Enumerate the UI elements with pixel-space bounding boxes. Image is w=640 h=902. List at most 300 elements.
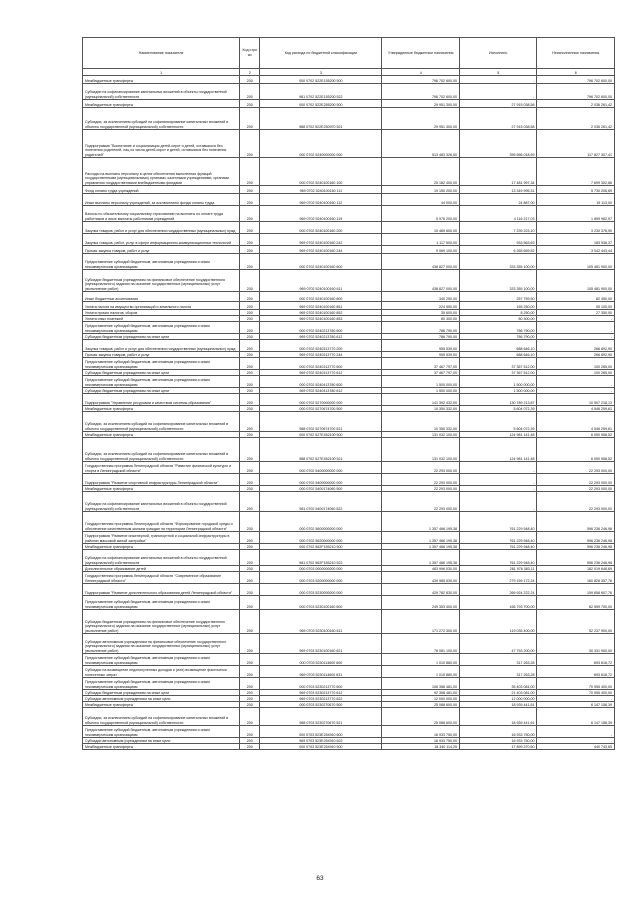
table-row <box>83 678 615 690</box>
table-row <box>83 584 615 596</box>
indicator-name-cell: Субсидии на возмещение недополученных доходов и (или) возмещение фактически понесенных затрат <box>83 666 240 678</box>
indicator-name-cell: Межбюджетные трансферты <box>83 100 240 108</box>
approved-amount-cell: 1 500 000,00 <box>382 376 460 388</box>
line-code-cell: 200 <box>240 302 260 310</box>
approved-amount-cell: 22 293 000,00 <box>382 486 460 492</box>
executed-amount-cell: 317 263,28 <box>459 654 537 666</box>
table-row <box>83 666 615 678</box>
approved-amount-cell: 25 088 600,00 <box>382 702 460 708</box>
column-number: 1 <box>83 69 240 76</box>
executed-amount-cell: - <box>459 76 537 84</box>
indicator-name-cell: Субсидии бюджетным учреждениям на финансовое обеспечение государственного (муниципального) задания на оказание государственных (муниципальных) услуг (выполнение работ) <box>83 270 240 292</box>
unexecuted-amount-cell: - <box>537 726 615 738</box>
executed-amount-cell: 166 793 700,00 <box>459 596 537 610</box>
unexecuted-amount-cell: 596 236 246,98 <box>537 550 615 566</box>
line-code-cell: 200 <box>240 322 260 334</box>
budget-code-cell: 000 0702 5240313770 200 <box>260 340 382 352</box>
executed-amount-cell: 16 933 750,00 <box>459 726 537 738</box>
table-row <box>83 270 615 292</box>
indicator-name-cell: Уплата прочих налогов, сборов <box>83 310 240 316</box>
indicator-name-cell: Уплата налога на имущество организаций и земельного налога <box>83 302 240 310</box>
executed-amount-cell: 5 604 072,39 <box>459 406 537 412</box>
approved-amount-cell: 1 357 466 195,38 <box>382 550 460 566</box>
budget-code-cell: 000 0703 523Е254910 600 <box>260 726 382 738</box>
line-code-cell: 200 <box>240 388 260 394</box>
header-executed: Исполнено <box>459 38 537 69</box>
executed-amount-cell: 688 646,10 <box>459 352 537 358</box>
unexecuted-amount-cell: 22 293 000,00 <box>537 492 615 512</box>
executed-amount-cell: 269 924 222,24 <box>459 584 537 596</box>
unexecuted-amount-cell: 30 331 900,00 <box>537 634 615 654</box>
budget-code-cell: 000 0702 5600000000 000 <box>260 512 382 532</box>
indicator-name-cell: Государственная программа Ленинградской области "Развитие физической культуры и спорта в Ленинградской области" <box>83 462 240 474</box>
unexecuted-amount-cell: 796 702 600,00 <box>537 84 615 100</box>
table-row <box>83 340 615 352</box>
unexecuted-amount-cell: 4 546 259,61 <box>537 412 615 432</box>
executed-amount-cell: 124 981 141,48 <box>459 432 537 438</box>
indicator-name-cell: Межбюджетные трансферты <box>83 744 240 750</box>
indicator-name-cell: Субсидии на софинансирование капитальных вложений в объекты государственной (муниципальной) собственности <box>83 550 240 566</box>
line-code-cell: 200 <box>240 512 260 532</box>
indicator-name-cell: Субсидии автономным учреждениям на финансовое обеспечение государственного (муниципального) задания на оказание государственных (муниципальных) услуг (выполнение работ) <box>83 634 240 654</box>
budget-code-cell: 969 0702 5240100160 611 <box>260 270 382 292</box>
line-code-cell: 200 <box>240 358 260 370</box>
executed-amount-cell: 35 403 081,00 <box>459 678 537 690</box>
approved-amount-cell: 796 702 600,00 <box>382 84 460 100</box>
line-code-cell: 200 <box>240 726 260 738</box>
indicator-name-cell: Субсидии на софинансирование капитальных вложений в объекты государственной (муниципальной) собственности <box>83 492 240 512</box>
table-row <box>83 532 615 544</box>
approved-amount-cell: 106 358 481,00 <box>382 678 460 690</box>
indicator-name-cell: Субсидии бюджетным учреждениям на финансовое обеспечение государственного (муниципального) задания на оказание государственных (муниципальных) услуг (выполнение работ) <box>83 610 240 634</box>
unexecuted-amount-cell: 22 293 000,00 <box>537 462 615 474</box>
budget-code-cell: 981 0702 5400174060 522 <box>260 492 382 512</box>
unexecuted-amount-cell: 183 936,37 <box>537 234 615 246</box>
unexecuted-amount-cell: 266 892,90 <box>537 352 615 358</box>
table-row <box>83 130 615 158</box>
line-code-cell: 200 <box>240 678 260 690</box>
indicator-name-cell: Межбюджетные трансферты <box>83 702 240 708</box>
line-code-cell: 200 <box>240 76 260 84</box>
executed-amount-cell: 18 939 441,61 <box>459 702 537 708</box>
table-row <box>83 358 615 370</box>
unexecuted-amount-cell: - <box>537 322 615 334</box>
indicator-name-cell: Закупка товаров, работ и услуг для обеспечения государственных (муниципальных) нужд <box>83 340 240 352</box>
unexecuted-amount-cell: 70 955 400,00 <box>537 678 615 690</box>
line-code-cell: 200 <box>240 462 260 474</box>
indicator-name-cell: Предоставление субсидий бюджетным, автономным учреждениям и иным некоммерческим организациям <box>83 596 240 610</box>
line-code-cell: 200 <box>240 738 260 744</box>
column-number: 3 <box>260 69 382 76</box>
indicator-name-cell: Субсидии бюджетным учреждениям на иные цели <box>83 690 240 696</box>
budget-code-cell: 969 0702 5240313770 244 <box>260 352 382 358</box>
executed-amount-cell: 333 355 100,00 <box>459 270 537 292</box>
executed-amount-cell: 7 239 223,10 <box>459 222 537 234</box>
budget-code-cell: 988 0702 5270674700 521 <box>260 412 382 432</box>
indicator-name-cell: Предоставление субсидий бюджетным, автономным учреждениям и иным некоммерческим организациям <box>83 678 240 690</box>
indicator-name-cell: Межбюджетные трансферты <box>83 432 240 438</box>
unexecuted-amount-cell: - <box>537 334 615 340</box>
indicator-name-cell: Субсидии бюджетным учреждениям на иные цели <box>83 370 240 376</box>
budget-code-cell: 000 0702 5240100160 100 <box>260 158 382 186</box>
budget-code-cell: 000 0702 5240100160 800 <box>260 292 382 302</box>
budget-execution-table <box>82 37 615 750</box>
table-row <box>83 234 615 246</box>
approved-amount-cell: 9 069 100,00 <box>382 246 460 254</box>
executed-amount-cell: 761 229 948,40 <box>459 544 537 550</box>
indicator-name-cell: Субсидии на софинансирование капитальных вложений в объекты государственной (муниципальной) собственности <box>83 84 240 100</box>
table-row <box>83 222 615 234</box>
indicator-name-cell: Предоставление субсидий бюджетным, автономным учреждениям и иным некоммерческим организациям <box>83 322 240 334</box>
indicator-name-cell: Предоставление субсидий бюджетным, автономным учреждениям и иным некоммерческим организациям <box>83 376 240 388</box>
indicator-name-cell: Предоставление субсидий бюджетным, автономным учреждениям и иным некоммерческим организациям <box>83 254 240 270</box>
executed-amount-cell: 4 116 217,03 <box>459 206 537 222</box>
unexecuted-amount-cell: 27 350,00 <box>537 310 615 316</box>
indicator-name-cell: Прочая закупка товаров, работ и услуг <box>83 246 240 254</box>
unexecuted-amount-cell: 6 050 958,52 <box>537 432 615 438</box>
header-approved: Утвержденные бюджетные назначения <box>382 38 460 69</box>
indicator-name-cell: Взносы по обязательному социальному страхованию на выплаты по оплате труда работников и иные выплаты работникам учреждений <box>83 206 240 222</box>
approved-amount-cell: 19 150 200,00 <box>382 186 460 194</box>
line-code-cell: 200 <box>240 702 260 708</box>
table-row <box>83 194 615 206</box>
table-row <box>83 708 615 726</box>
unexecuted-amount-cell: 160 826 357,76 <box>537 572 615 584</box>
budget-code-cell: 000 0702 527Е452100 500 <box>260 432 382 438</box>
unexecuted-amount-cell: 6 147 158,39 <box>537 708 615 726</box>
line-code-cell: 200 <box>240 84 260 100</box>
approved-amount-cell: 796 702 600,00 <box>382 76 460 84</box>
indicator-name-cell: Межбюджетные трансферты <box>83 406 240 412</box>
line-code-cell: 200 <box>240 194 260 206</box>
approved-amount-cell: 1 117 500,00 <box>382 234 460 246</box>
budget-code-cell: 000 0703 5230000000 000 <box>260 584 382 596</box>
budget-code-cell: 000 0702 5400000000 000 <box>260 474 382 486</box>
unexecuted-amount-cell: 6 147 158,39 <box>537 702 615 708</box>
line-code-cell: 200 <box>240 550 260 566</box>
executed-amount-cell: 21 403 081,00 <box>459 690 537 696</box>
table-row <box>83 512 615 532</box>
line-code-cell: 200 <box>240 100 260 108</box>
table-row <box>83 492 615 512</box>
unexecuted-amount-cell: 596 236 246,98 <box>537 544 615 550</box>
table-row <box>83 634 615 654</box>
table-row <box>83 322 615 334</box>
unexecuted-amount-cell: 693 616,72 <box>537 666 615 678</box>
indicator-name-cell: Государственная программа Ленинградской области "Современное образование Ленинградской области" <box>83 572 240 584</box>
executed-amount-cell: - <box>459 492 537 512</box>
line-code-cell: 200 <box>240 744 260 750</box>
approved-amount-cell: 438 827 000,00 <box>382 254 460 270</box>
unexecuted-amount-cell: 117 827 307,41 <box>537 130 615 158</box>
budget-code-cell: 988 0702 522Е250970 521 <box>260 108 382 130</box>
approved-amount-cell: 1 500 000,00 <box>382 388 460 394</box>
budget-code-cell: 000 0702 5240413780 600 <box>260 376 382 388</box>
executed-amount-cell: 281 976 383,11 <box>459 566 537 572</box>
table-row <box>83 254 615 270</box>
approved-amount-cell: 439 985 530,00 <box>382 572 460 584</box>
approved-amount-cell: 22 293 000,00 <box>382 462 460 474</box>
unexecuted-amount-cell: 596 236 246,98 <box>537 532 615 544</box>
unexecuted-amount-cell: 796 702 600,00 <box>537 76 615 84</box>
budget-code-cell: 969 0702 5240100160 242 <box>260 234 382 246</box>
budget-code-cell: 969 0702 5240213780 612 <box>260 334 382 340</box>
table-row <box>83 302 615 310</box>
budget-code-cell: 000 0702 522Е255200 500 <box>260 100 382 108</box>
unexecuted-amount-cell: 2 036 261,42 <box>537 100 615 108</box>
unexecuted-amount-cell: 55 100,00 <box>537 302 615 310</box>
unexecuted-amount-cell: 6 050 958,52 <box>537 438 615 462</box>
executed-amount-cell: - <box>459 462 537 474</box>
line-code-cell: 200 <box>240 270 260 292</box>
approved-amount-cell: 1 357 466 195,38 <box>382 512 460 532</box>
indicator-name-cell: Подпрограмма "Развитие спортивной инфраструктуры Ленинградской области" <box>83 474 240 486</box>
unexecuted-amount-cell: 440 743,65 <box>537 744 615 750</box>
budget-code-cell: 969 0703 5230100160 621 <box>260 634 382 654</box>
indicator-name-cell: Подпрограмма "Воспитание и социализация детей-сирот и детей, оставшихся без попечения родителей, лиц из числа детей-сирот и детей, оставшихся без попечения родителей" <box>83 130 240 158</box>
approved-amount-cell: 955 539,00 <box>382 340 460 352</box>
approved-amount-cell: 513 483 326,00 <box>382 130 460 158</box>
executed-amount-cell: 761 229 948,40 <box>459 512 537 532</box>
budget-code-cell: 969 0702 5240100160 112 <box>260 194 382 206</box>
approved-amount-cell: 37 467 797,00 <box>382 358 460 370</box>
executed-amount-cell: 761 229 948,40 <box>459 532 537 544</box>
line-code-cell: 200 <box>240 474 260 486</box>
line-code-cell: 200 <box>240 310 260 316</box>
line-code-cell: 200 <box>240 376 260 388</box>
budget-code-cell: 000 0703 523Е254910 500 <box>260 744 382 750</box>
executed-amount-cell: 27 915 038,58 <box>459 108 537 130</box>
executed-amount-cell: 786 790,00 <box>459 322 537 334</box>
approved-amount-cell: 1 010 880,00 <box>382 666 460 678</box>
unexecuted-amount-cell: 70 955 400,00 <box>537 690 615 696</box>
column-number: 4 <box>382 69 460 76</box>
line-code-cell: 200 <box>240 158 260 186</box>
table-row <box>83 610 615 634</box>
table-row <box>83 462 615 474</box>
line-code-cell: 200 <box>240 246 260 254</box>
unexecuted-amount-cell: 105 481 900,00 <box>537 254 615 270</box>
approved-amount-cell: 29 951 300,00 <box>382 108 460 130</box>
indicator-name-cell: Прочая закупка товаров, работ и услуг <box>83 352 240 358</box>
indicator-name-cell: Подпрограмма "Развитие инженерной, транспортной и социальной инфраструктуры в районах массовой жилой застройки" <box>83 532 240 544</box>
executed-amount-cell: 8 250,00 <box>459 310 537 316</box>
budget-code-cell: 969 0702 5240100160 244 <box>260 246 382 254</box>
approved-amount-cell: 224 550,00 <box>382 302 460 310</box>
approved-amount-cell: 10 469 600,00 <box>382 222 460 234</box>
executed-amount-cell: 279 159 172,24 <box>459 572 537 584</box>
table-header-row <box>83 38 615 69</box>
indicator-name-cell: Субсидии автономным учреждениям на иные цели <box>83 738 240 744</box>
budget-code-cell: 969 0702 5240100160 119 <box>260 206 382 222</box>
line-code-cell: 200 <box>240 610 260 634</box>
unexecuted-amount-cell: 3 042 443,44 <box>537 246 615 254</box>
line-code-cell: 200 <box>240 394 260 406</box>
line-code-cell: 200 <box>240 634 260 654</box>
line-code-cell: 200 <box>240 108 260 130</box>
approved-amount-cell: 10 350 332,00 <box>382 406 460 412</box>
indicator-name-cell: Иные бюджетные ассигнования <box>83 292 240 302</box>
unexecuted-amount-cell: 3 230 376,90 <box>537 222 615 234</box>
budget-code-cell: 969 0702 5240313770 612 <box>260 370 382 376</box>
budget-code-cell: 988 0702 527Е452100 521 <box>260 438 382 462</box>
unexecuted-amount-cell: - <box>537 738 615 744</box>
table-row <box>83 744 615 750</box>
budget-code-cell: 969 0703 5230100160 611 <box>260 610 382 634</box>
executed-amount-cell: 257 759,50 <box>459 292 537 302</box>
table-row <box>83 726 615 738</box>
unexecuted-amount-cell: 7 699 302,66 <box>537 158 615 186</box>
approved-amount-cell: 131 032 100,00 <box>382 432 460 438</box>
budget-code-cell: 000 0703 5230100160 600 <box>260 596 382 610</box>
executed-amount-cell: - <box>459 84 537 100</box>
unexecuted-amount-cell: 105 481 900,00 <box>537 270 615 292</box>
table-row <box>83 158 615 186</box>
table-row <box>83 412 615 432</box>
approved-amount-cell: 249 353 400,00 <box>382 596 460 610</box>
line-code-cell: 200 <box>240 544 260 550</box>
executed-amount-cell: 688 646,10 <box>459 340 537 352</box>
indicator-name-cell: Субсидии, за исключением субсидий на софинансирование капитальных вложений в объекты государственной (муниципальной) собственности <box>83 438 240 462</box>
executed-amount-cell: 1 500 000,00 <box>459 376 537 388</box>
line-code-cell: 200 <box>240 130 260 158</box>
header-indicator-name: Наименование показателя <box>83 38 240 69</box>
budget-code-cell: 000 0702 5400174060 500 <box>260 486 382 492</box>
budget-code-cell: 000 0703 5230213770 600 <box>260 678 382 690</box>
indicator-name-cell: Подпрограмма "Развитие дополнительного образования детей Ленинградской области" <box>83 584 240 596</box>
header-budget-classification-code: Код расхода по бюджетной классификации <box>260 38 382 69</box>
line-code-cell: 200 <box>240 654 260 666</box>
executed-amount-cell: 124 981 141,48 <box>459 438 537 462</box>
line-code-cell: 200 <box>240 486 260 492</box>
line-code-cell: 200 <box>240 370 260 376</box>
indicator-name-cell: Предоставление субсидий бюджетным, автономным учреждениям и иным некоммерческим организациям <box>83 726 240 738</box>
approved-amount-cell: 18 340 114,25 <box>382 744 460 750</box>
budget-code-cell: 969 0702 5240413780 612 <box>260 388 382 394</box>
budget-code-cell: 000 0702 5620000000 000 <box>260 532 382 544</box>
line-code-cell: 200 <box>240 532 260 544</box>
executed-amount-cell: 17 481 997,34 <box>459 158 537 186</box>
indicator-name-cell: Закупка товаров, работ, услуг в сфере информационно-коммуникационных технологий <box>83 234 240 246</box>
table-row <box>83 394 615 406</box>
table-row <box>83 596 615 610</box>
budget-code-cell: 969 0703 5230213770 622 <box>260 696 382 702</box>
executed-amount-cell: 13 349 995,31 <box>459 186 537 194</box>
line-code-cell: 200 <box>240 334 260 340</box>
table-row <box>83 246 615 254</box>
line-code-cell: 200 <box>240 596 260 610</box>
unexecuted-amount-cell: 82 559 700,00 <box>537 596 615 610</box>
unexecuted-amount-cell: - <box>537 696 615 702</box>
executed-amount-cell: 165 250,00 <box>459 302 537 310</box>
executed-amount-cell: - <box>459 486 537 492</box>
executed-amount-cell: 16 933 750,00 <box>459 738 537 744</box>
line-code-cell: 200 <box>240 690 260 696</box>
approved-amount-cell: 1 357 466 195,38 <box>382 532 460 544</box>
line-code-cell: 200 <box>240 572 260 584</box>
executed-amount-cell: 786 790,00 <box>459 334 537 340</box>
line-code-cell: 200 <box>240 352 260 358</box>
unexecuted-amount-cell: 4 546 259,61 <box>537 406 615 412</box>
table-row <box>83 292 615 302</box>
approved-amount-cell: 340 250,00 <box>382 292 460 302</box>
indicator-name-cell: Межбюджетные трансферты <box>83 486 240 492</box>
line-code-cell: 200 <box>240 316 260 322</box>
unexecuted-amount-cell: 159 858 607,76 <box>537 584 615 596</box>
executed-amount-cell: 37 367 512,00 <box>459 358 537 370</box>
line-code-cell: 200 <box>240 412 260 432</box>
budget-code-cell: 000 0702 5240100160 200 <box>260 222 382 234</box>
executed-amount-cell: - <box>459 474 537 486</box>
approved-amount-cell: 25 088 600,00 <box>382 708 460 726</box>
executed-amount-cell: 119 035 400,00 <box>459 610 537 634</box>
unexecuted-amount-cell: - <box>537 388 615 394</box>
executed-amount-cell: 395 656 018,59 <box>459 130 537 158</box>
budget-code-cell: 988 0703 5230270670 521 <box>260 708 382 726</box>
executed-amount-cell: 6 265 659,52 <box>459 246 537 254</box>
executed-amount-cell: 333 355 100,00 <box>459 254 537 270</box>
approved-amount-cell: 16 933 750,00 <box>382 726 460 738</box>
unexecuted-amount-cell: 596 236 246,98 <box>537 512 615 532</box>
approved-amount-cell: 10 350 332,00 <box>382 412 460 432</box>
indicator-name-cell: Субсидии бюджетным учреждениям на иные цели <box>83 388 240 394</box>
approved-amount-cell: 141 392 432,00 <box>382 394 460 406</box>
indicator-name-cell: Субсидии бюджетным учреждениям на иные цели <box>83 334 240 340</box>
approved-amount-cell: 786 790,00 <box>382 322 460 334</box>
table-row <box>83 108 615 130</box>
budget-code-cell: 000 0703 0000000000 000 <box>260 566 382 572</box>
unexecuted-amount-cell: 182 019 646,89 <box>537 566 615 572</box>
unexecuted-amount-cell: 266 892,90 <box>537 340 615 352</box>
column-number: 2 <box>240 69 260 76</box>
unexecuted-amount-cell: 693 616,72 <box>537 654 615 666</box>
line-code-cell: 200 <box>240 186 260 194</box>
approved-amount-cell: 171 272 300,00 <box>382 610 460 634</box>
budget-code-cell: 000 0702 5240313770 600 <box>260 358 382 370</box>
line-code-cell: 200 <box>240 584 260 596</box>
budget-code-cell: 981 0702 562F155210 522 <box>260 550 382 566</box>
line-code-cell: 200 <box>240 566 260 572</box>
budget-code-cell: 969 0703 523Е254910 622 <box>260 738 382 744</box>
approved-amount-cell: 786 790,00 <box>382 334 460 340</box>
approved-amount-cell: 37 467 797,00 <box>382 370 460 376</box>
executed-amount-cell: 1 500 000,00 <box>459 388 537 394</box>
table-row <box>83 572 615 584</box>
indicator-name-cell: Подпрограмма "Управление ресурсами и качеством системы образования" <box>83 394 240 406</box>
table-row <box>83 654 615 666</box>
approved-amount-cell: 12 000 000,00 <box>382 696 460 702</box>
indicator-name-cell: Субсидии, за исключением субсидий на софинансирование капитальных вложений в объекты государственной (муниципальной) собственности <box>83 708 240 726</box>
unexecuted-amount-cell: 2 036 261,42 <box>537 108 615 130</box>
column-number: 6 <box>537 69 615 76</box>
budget-code-cell: 000 0702 5240000000 000 <box>260 130 382 158</box>
column-number: 5 <box>459 69 537 76</box>
unexecuted-amount-cell: 100 285,00 <box>537 358 615 370</box>
executed-amount-cell: 37 367 512,00 <box>459 370 537 376</box>
executed-amount-cell: 80 300,00 <box>459 316 537 322</box>
line-code-cell: 200 <box>240 292 260 302</box>
executed-amount-cell: 47 753 200,00 <box>459 634 537 654</box>
table-row <box>83 76 615 84</box>
approved-amount-cell: 78 081 100,00 <box>382 634 460 654</box>
budget-code-cell: 000 0703 5230114600 600 <box>260 654 382 666</box>
approved-amount-cell: 44 000,00 <box>382 194 460 206</box>
executed-amount-cell: 18 939 441,61 <box>459 708 537 726</box>
budget-code-cell: 000 0703 5230270670 500 <box>260 702 382 708</box>
budget-code-cell: 000 0702 5270674700 500 <box>260 406 382 412</box>
line-code-cell: 200 <box>240 432 260 438</box>
table-body <box>83 76 615 750</box>
